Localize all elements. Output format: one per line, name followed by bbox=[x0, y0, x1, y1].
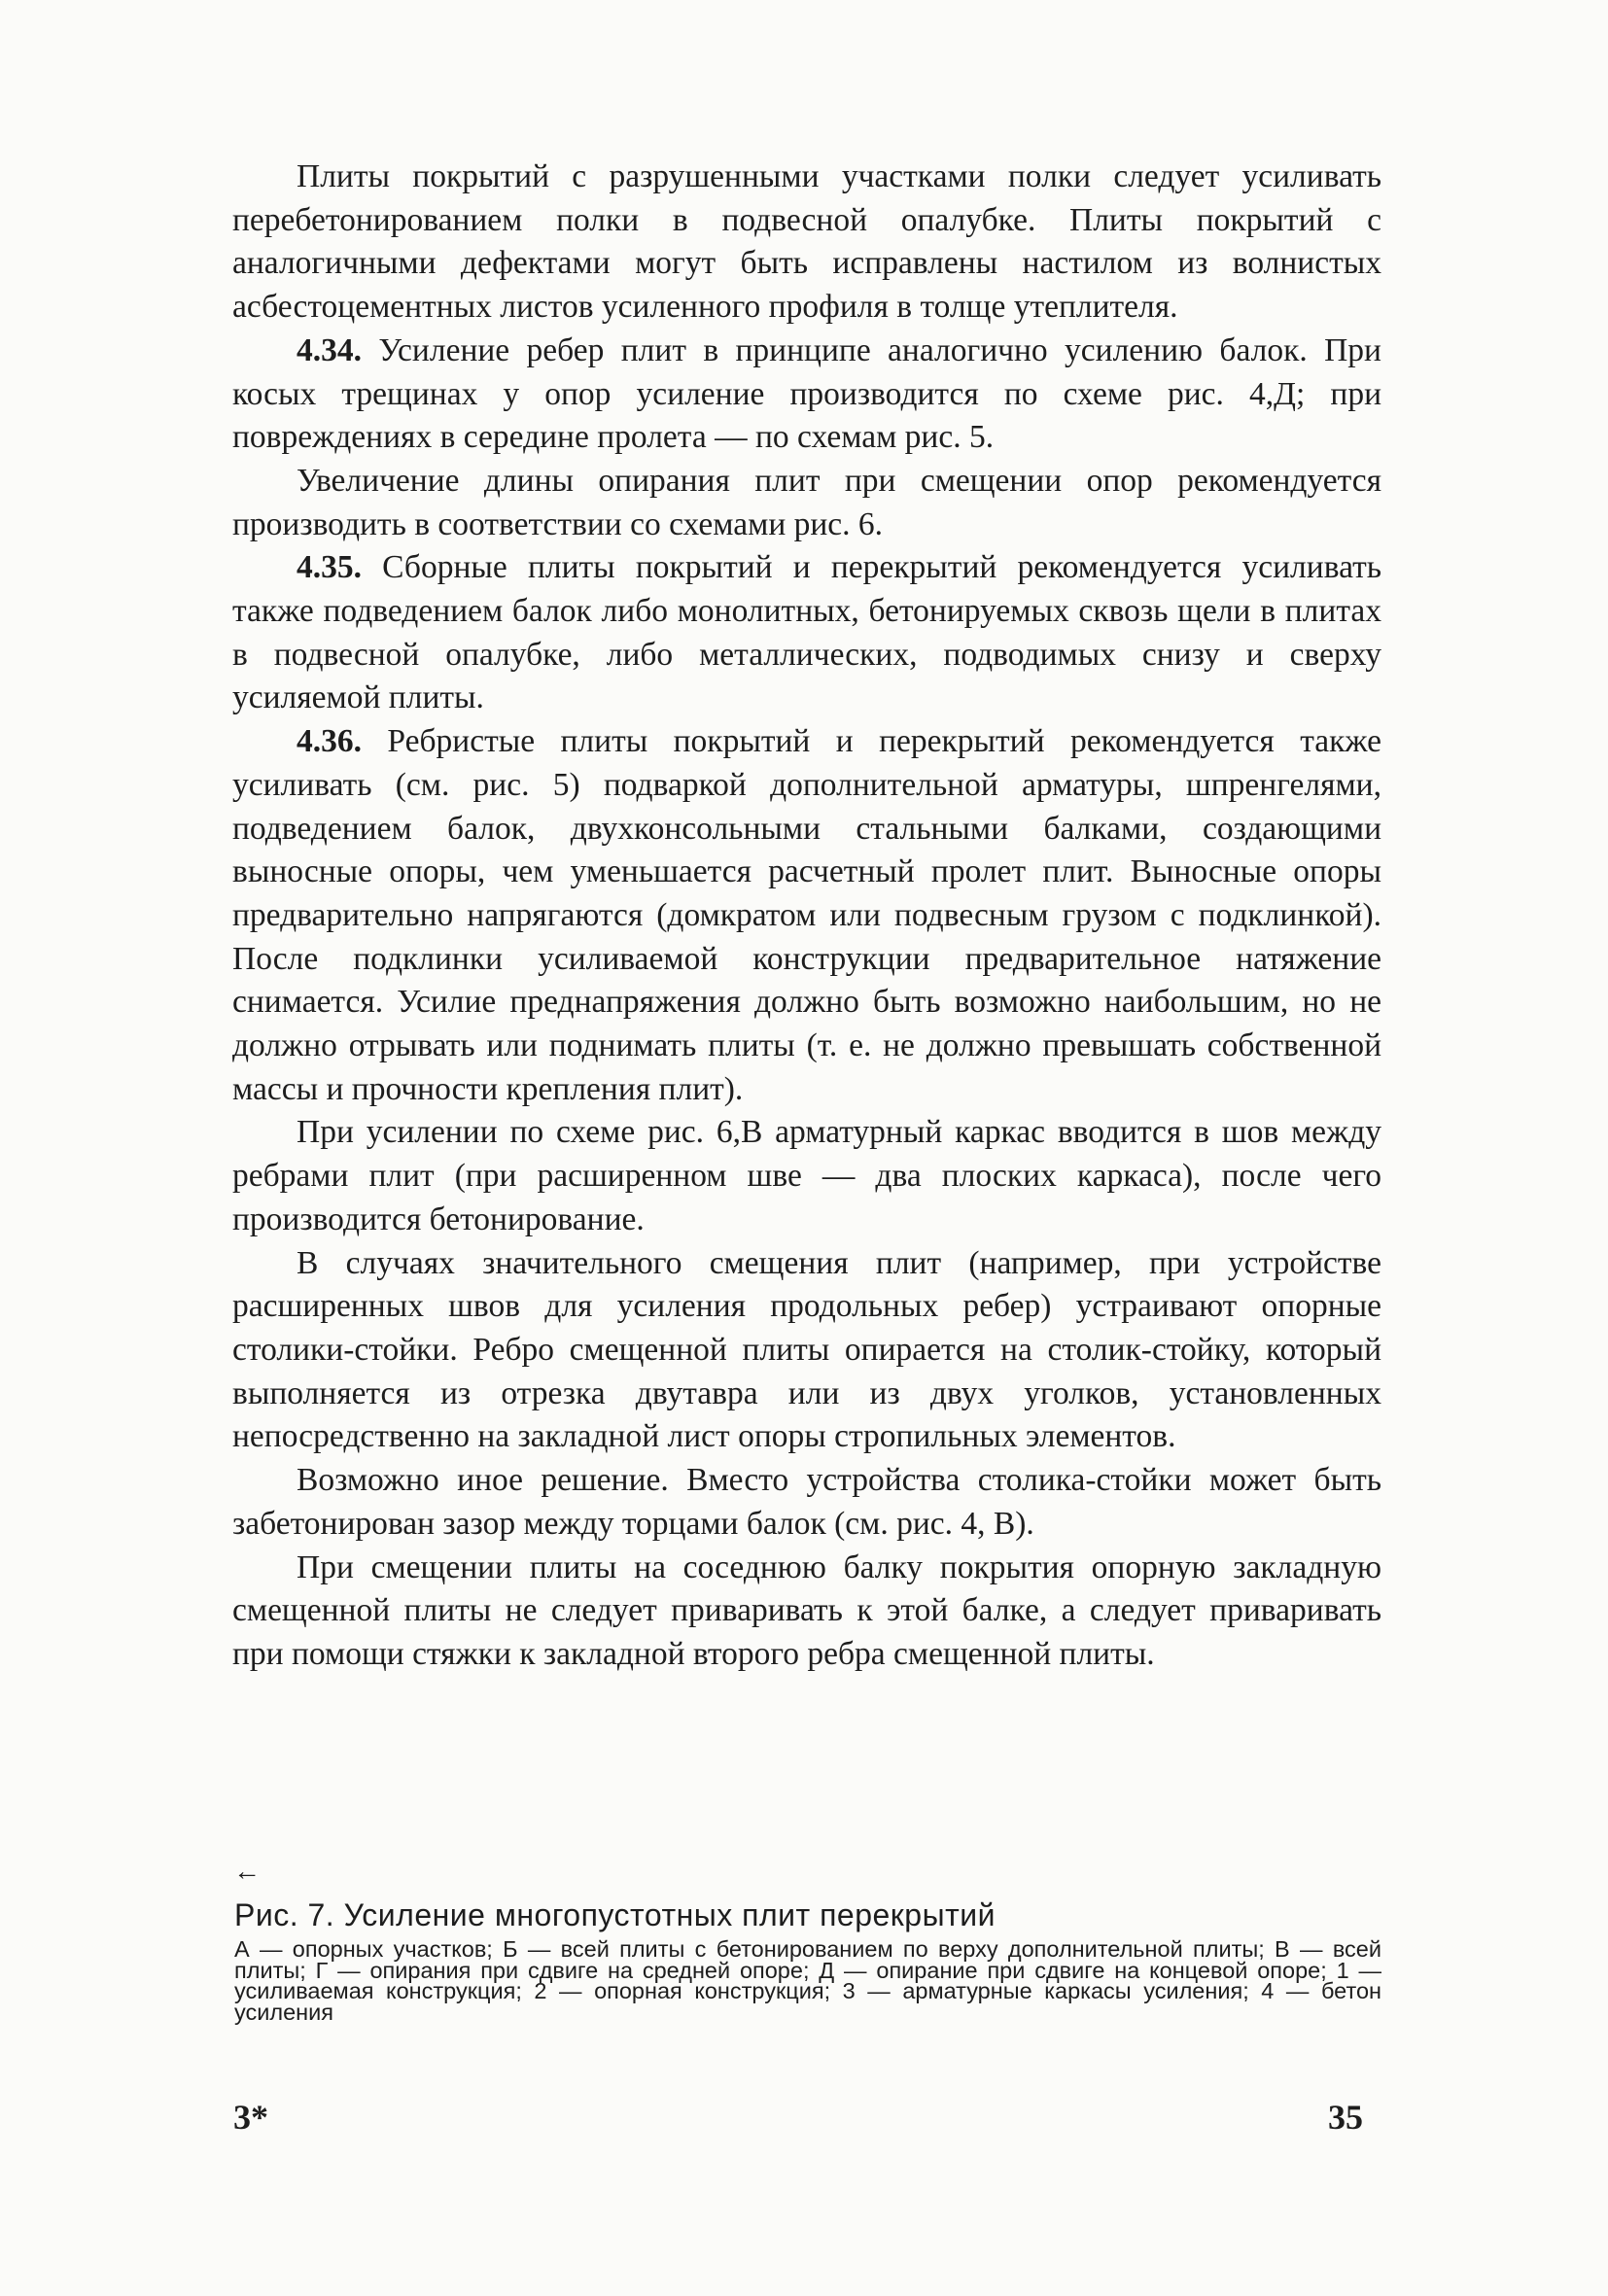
paragraph-text: При усилении по схеме рис. 6,В арматурный каркас вводится в шов между ребрами плит (при расширенном шве — два плоских каркаса), после чего производится бетонирование. bbox=[232, 1114, 1381, 1237]
paragraph bbox=[232, 1459, 1381, 1546]
page-number: 35 bbox=[1328, 2098, 1363, 2137]
paragraph-text: Плиты покрытий с разрушенными участками полки следует усиливать перебетонированием полки в подвесной опалубке. Плиты покрытий с аналогичными дефектами могут быть исправлены настилом из волнистых асбестоцементных листов усиленного профиля в толще утеплителя. bbox=[232, 158, 1381, 326]
paragraph bbox=[232, 1242, 1381, 1460]
clause-number: 4.34. bbox=[297, 331, 362, 368]
body-text bbox=[232, 156, 1381, 1677]
paragraph-text: В случаях значительного смещения плит (например, при устройстве расширенных швов для усиления продольных ребер) устраивают опорные столики-стойки. Ребро смещенной плиты опирается на столик-стойку, который выполняется из отрезка двутавра или из двух уголков, установленных непосредственно на закладной лист опоры стропильных элементов. bbox=[232, 1244, 1381, 1455]
clause-number: 4.36. bbox=[297, 723, 362, 760]
paragraph bbox=[232, 546, 1381, 720]
paragraph-text: Сборные плиты покрытий и перекрытий рекомендуется усиливать также подведением балок либо монолитных, бетонируемых сквозь щели в плитах в подвесной опалубке, либо металлических, подводимых снизу и сверху усиляемой плиты. bbox=[232, 549, 1381, 716]
paragraph-text: При смещении плиты на соседнюю балку покрытия опорную закладную смещенной плиты не следует приваривать к этой балке, а следует приваривать при помощи стяжки к закладной второго ребра смещенной плиты. bbox=[232, 1548, 1381, 1672]
figure-caption-legend: А — опорных участков; Б — всей плиты с бетонированием по верху дополнительной плиты; В — всей плиты; Г — опирания при сдвиге на средней опоре; Д — опирание при сдвиге на концевой опоре; 1 — усиливаемая конструкция; 2 — опорная конструкция; 3 — арматурные каркасы усиления; 4 — бетон усиления bbox=[234, 1936, 1381, 2025]
paragraph bbox=[232, 1111, 1381, 1241]
paragraph-text: Усиление ребер плит в принципе аналогично усилению балок. При косых трещинах у опор усиление производится по схеме рис. 4,Д; при повреждениях в середине пролета — по схемам рис. 5. bbox=[232, 331, 1381, 456]
paragraph bbox=[232, 330, 1381, 460]
paragraph bbox=[232, 1547, 1381, 1677]
paragraph bbox=[232, 720, 1381, 1111]
paragraph bbox=[232, 156, 1381, 330]
figure-caption-title: Рис. 7. Усиление многопустотных плит перекрытий bbox=[234, 1897, 996, 1932]
left-arrow-mark: ← bbox=[233, 1857, 261, 1887]
paragraph-text: Увеличение длины опирания плит при смещении опор рекомендуется производить в соответствии со схемами рис. 6. bbox=[232, 462, 1381, 542]
paragraph-text: Возможно иное решение. Вместо устройства столика-стойки может быть забетонирован зазор между торцами балок (см. рис. 4, В). bbox=[232, 1462, 1381, 1542]
clause-number: 4.35. bbox=[297, 549, 362, 586]
paragraph-text: Ребристые плиты покрытий и перекрытий рекомендуется также усиливать (см. рис. 5) подваркой дополнительной арматуры, шпренгелями, подведением балок, двухконсольными стальными балками, создающими выносные опоры, чем уменьшается расчетный пролет плит. Выносные опоры предварительно напрягаются (домкратом или подвесным грузом с подклинкой). После подклинки усиливаемой конструкции предварительное натяжение снимается. Усилие преднапряжения должно быть возможно наибольшим, но не должно отрывать или поднимать плиты (т. е. не должно превышать собственной массы и прочности крепления плит). bbox=[232, 723, 1381, 1107]
paragraph bbox=[232, 460, 1381, 546]
signature-mark: 3* bbox=[233, 2098, 268, 2137]
